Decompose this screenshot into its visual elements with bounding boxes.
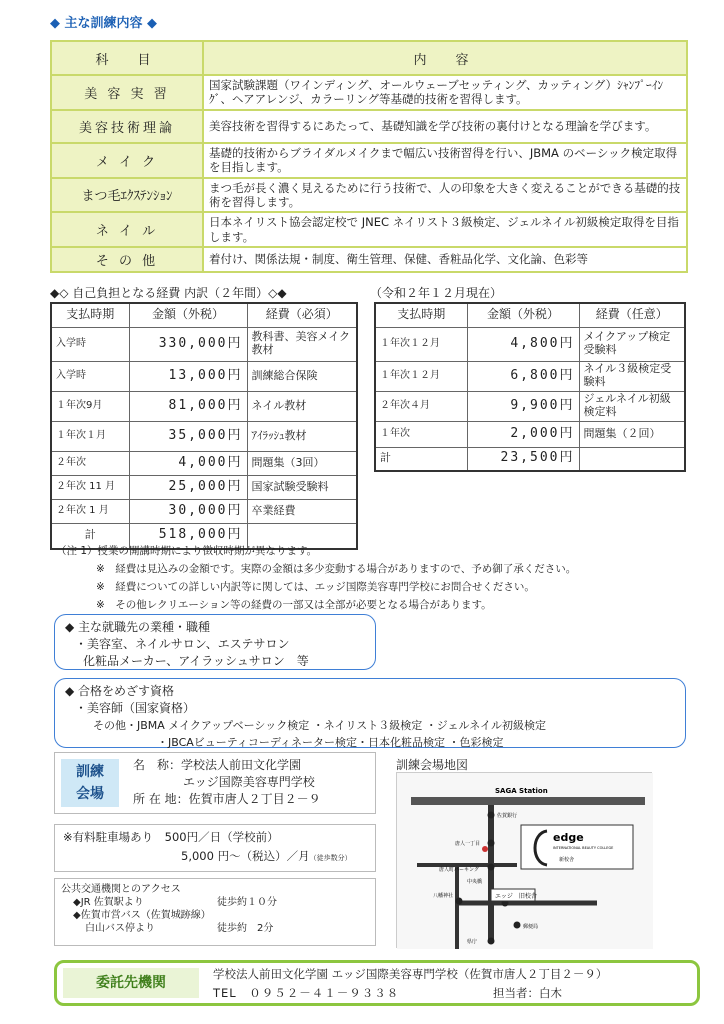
map-label-new-building: 新校舎 [559,857,575,863]
map-label-parking: 唐人町パーキング [439,867,479,873]
venue-address: 所 在 地：佐賀市唐人２丁目２－９ [133,792,321,806]
transit-title: 公共交通機関とのアクセス [61,884,181,895]
map-label-shrine: 八幡神社 [433,893,454,899]
transit-time: 徒歩約１０分 [217,897,277,908]
item-cell: 国家試験受験料 [247,475,357,499]
map-pin [488,812,495,819]
qualification-line: ・美容師（国家資格） [75,701,196,715]
map-logo-sub: INTERNATIONAL BEAUTY COLLEGE [553,846,614,850]
amount-cell: 30,000円 [129,499,247,523]
amount-cell: 81,000円 [129,391,247,421]
footer-contact: 担当者：白木 [493,986,562,1000]
section-title: ◆ 主な訓練内容 ◆ [50,16,158,31]
period-cell: ２年次 [51,451,129,475]
item-cell: ネイル教材 [247,391,357,421]
period-cell: ２年次 11 月 [51,475,129,499]
table-row [51,499,357,523]
table-row [375,361,685,391]
table-row [51,391,357,421]
period-cell: 入学時 [51,327,129,361]
item-cell: ネイル３級検定受験料 [579,361,685,391]
subject-cell: メ イ ク [51,143,203,178]
col-header: 金額（外税） [129,303,247,327]
footer-contact-line [213,984,607,1003]
total-row [375,447,685,471]
table-row [51,178,687,213]
training-table-header [51,41,687,75]
amount-cell: 25,000円 [129,475,247,499]
amount-cell: 6,800円 [467,361,579,391]
period-cell: ２年次４月 [375,391,467,421]
col-header: 支払時期 [375,303,467,327]
table-row [51,110,687,143]
total-amount: 23,500円 [467,447,579,471]
col-header: 金額（外税） [467,303,579,327]
period-cell: １年次１２月 [375,327,467,361]
col-header: 経費（任意） [579,303,685,327]
venue-name: 名 称：学校法人前田文化学園 [133,758,302,772]
table-row [51,361,357,391]
total-label: 計 [375,447,467,471]
transit-line [61,922,369,935]
period-cell: 入学時 [51,361,129,391]
table-row [51,75,687,110]
jobs-line: ・美容室、ネイルサロン、エステサロン [75,637,290,651]
subject-cell: そ の 他 [51,247,203,272]
footer-school: 学校法人前田文化学園 エッジ国際美容専門学校（佐賀市唐人２丁目２－９） [213,967,608,981]
jobs-box [54,614,376,670]
transit-route: 白山バス停より [85,923,155,934]
map-label-post: 郵便局 [523,924,539,930]
transit-box [54,878,376,946]
map-pin [488,938,495,945]
map-pin [514,922,521,929]
amount-cell: 4,800円 [467,327,579,361]
amount-cell: 2,000円 [467,421,579,447]
parking-box [54,824,376,872]
total-amount: 518,000円 [129,523,247,549]
table-row [51,451,357,475]
qualification-line: ・JBCAビューティコーディネーター検定・日本化粧品検定 ・色彩検定 [157,736,504,749]
amount-cell: 330,000円 [129,327,247,361]
footer-tel: TEL ０９５２－４１－９３３８ [213,986,400,1000]
header-subject: 科 目 [51,41,203,75]
footer-box [54,960,700,1006]
transit-line [61,896,369,909]
venue-label-line: 訓練 [76,764,104,780]
item-cell: 問題集（3回） [247,451,357,475]
table-row [375,327,685,361]
table-row [375,421,685,447]
venue-school: エッジ国際美容専門学校 [183,775,315,789]
content-cell: 基礎的技術からブライダルメイクまで幅広い技術習得を行い、JBMA のベーシック検定取得を目指します。 [203,143,687,178]
table-row [51,327,357,361]
footer-label: 委託先機関 [63,968,199,998]
table-row [51,143,687,178]
venue-box [54,752,376,814]
map-pin [488,864,495,871]
subject-cell: 美容技術理論 [51,110,203,143]
item-cell: ジェルネイル初級検定料 [579,391,685,421]
item-cell: ｱｲﾗｯｼｭ教材 [247,421,357,451]
item-cell: 訓練総合保険 [247,361,357,391]
map-drawing [397,773,653,949]
amount-cell: 4,000円 [129,451,247,475]
venue-label-line: 会場 [76,786,104,802]
transit-route: ◆JR 佐賀駅より [73,897,144,908]
period-cell: １年次9月 [51,391,129,421]
table-row [375,391,685,421]
note-line: （注 1）授業の開講時期により徴収時期が異なります。 [56,545,318,557]
period-cell: １年次 [375,421,467,447]
parking-walk-note: （徒歩数分） [309,854,352,862]
rail-line [411,797,645,805]
col-header: 経費（必須） [247,303,357,327]
item-cell: 教科書、美容メイク教材 [247,327,357,361]
cost-notes [56,542,576,614]
content-cell: 着付け、関係法規・制度、衛生管理、保健、香粧品化学、文化論、色彩等 [203,247,687,272]
subject-cell: 美 容 実 習 [51,75,203,110]
costs-heading: ◆◇ 自己負担となる経費 内訳（２年間）◇◆ [50,286,287,300]
amount-cell: 35,000円 [129,421,247,451]
venue-label [61,759,119,807]
parking-monthly: 5,000 円～（税込）／月 [181,849,310,863]
map-pin [482,846,488,852]
qualification-line: その他・JBMA メイクアップベーシック検定 ・ネイリスト３級検定 ・ジェルネイル初級検定 [93,719,546,732]
map-label-prefecture: 県庁 [467,939,478,945]
table-row [51,475,357,499]
map-pin [488,840,495,847]
footer-info [213,965,607,1003]
item-cell: メイクアップ検定受験料 [579,327,685,361]
header-content: 内 容 [203,41,687,75]
amount-cell: 13,000円 [129,361,247,391]
map-label-station: SAGA Station [495,787,548,795]
amount-cell: 9,900円 [467,391,579,421]
content-cell: 美容技術を習得するにあたって、基礎知識を学び技術の裏付けとなる理論を学びます。 [203,110,687,143]
parking-line [63,847,367,868]
jobs-title: ◆ 主な就職先の業種・職種 [65,620,211,634]
note-line: ※ 経費についての詳しい内訳等に関しては、エッジ国際美容専門学校にお問合せください。 [96,581,535,593]
optional-cost-table [374,302,686,472]
qualifications-box [54,678,686,748]
period-cell: ２年次 1 月 [51,499,129,523]
period-cell: １年次１２月 [375,361,467,391]
map-label-crossing: 唐人一丁目 [455,841,481,847]
note-line: ※ その他レクリエーション等の経費の一部又は全部が必要となる場合があります。 [96,599,492,611]
map-label-intersection: 中央橋 [467,879,483,885]
transit-line: ◆佐賀市営バス（佐賀城跡線） [73,910,211,921]
content-cell: 国家試験課題（ワインディング、オールウェーブセッティング、カッティング）ｼｬﾝﾌﾟｰｲﾝｸﾞ、ヘアアレンジ、カラーリング等基礎的技術を習得します。 [203,75,687,110]
subject-cell: ネ イ ル [51,212,203,247]
venue-info [133,757,321,808]
total-label: 計 [51,523,129,549]
parking-line: ※有料駐車場あり 500円／日（学校前） [63,830,279,844]
map-label-bank: 佐賀銀行 [497,813,518,819]
content-cell: まつ毛が長く濃く見えるために行う技術で、人の印象を大きく変えることができる基礎的技術を習得します。 [203,178,687,213]
training-table [50,40,688,273]
table-row [51,421,357,451]
table-header-row [375,303,685,327]
transit-time: 徒歩約 2分 [217,923,274,934]
period-cell: １年次１月 [51,421,129,451]
venue-map [396,772,652,948]
required-cost-table [50,302,358,550]
content-cell: 日本ネイリスト協会認定校で JNEC ネイリスト３級検定、ジェルネイル初級検定取得を目指します。 [203,212,687,247]
note-line: ※ 経費は見込みの金額です。実際の金額は多少変動する場合がありますので、予め御了承ください。 [96,563,577,575]
map-pin [456,898,463,905]
map-title: 訓練会場地図 [396,758,469,772]
table-row [51,212,687,247]
item-cell: 問題集（２回） [579,421,685,447]
item-cell: 卒業経費 [247,499,357,523]
map-logo-text: edge [553,831,584,844]
col-header: 支払時期 [51,303,129,327]
table-header-row [51,303,357,327]
subject-cell: まつ毛ｴｸｽﾃﾝｼｮﾝ [51,178,203,213]
empty-cell [579,447,685,471]
table-row [51,247,687,272]
costs-date: （令和２年１２月現在） [370,286,503,300]
jobs-line: 化粧品メーカー、アイラッシュサロン 等 [83,654,309,668]
map-label-old-building: エッジ 旧校舎 [495,893,537,900]
qualifications-title: ◆ 合格をめざす資格 [65,684,175,698]
